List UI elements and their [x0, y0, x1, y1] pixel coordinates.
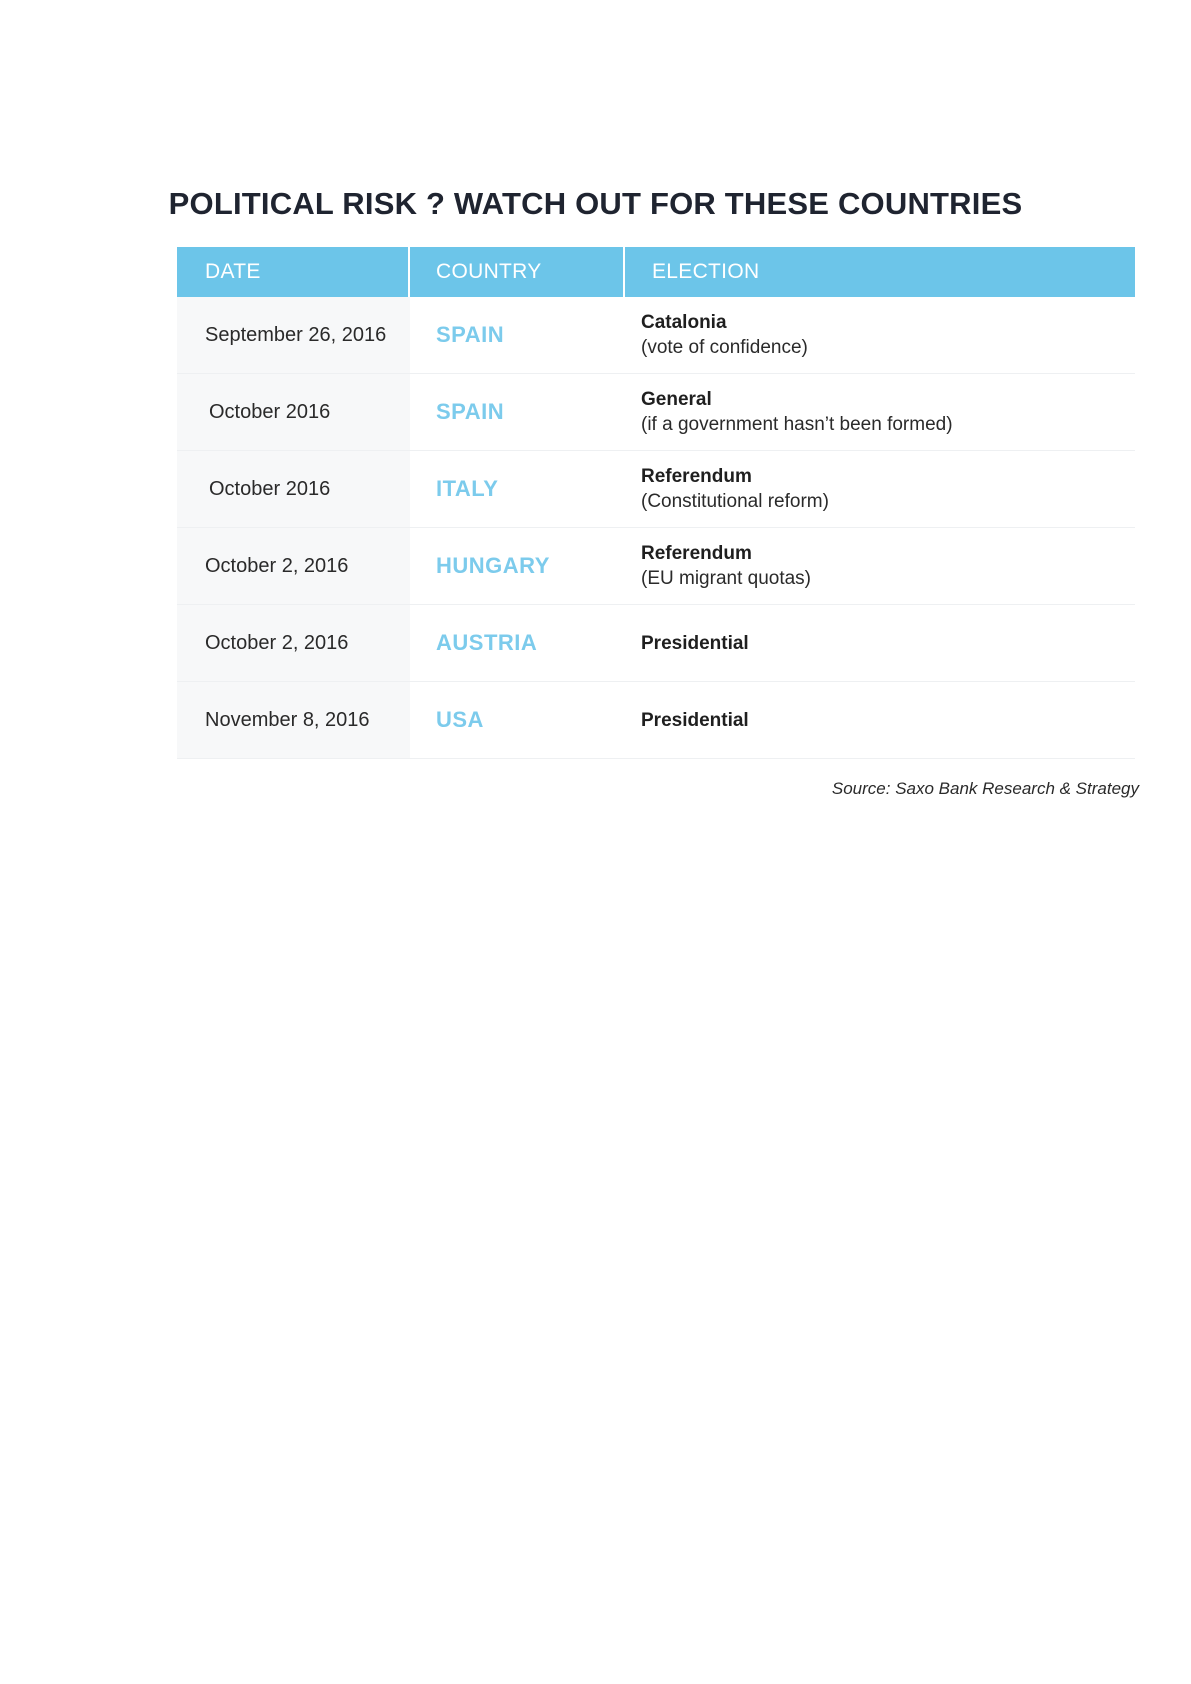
page-title: POLITICAL RISK ? WATCH OUT FOR THESE COUNTRIES: [168, 186, 1023, 221]
table-row: [177, 374, 1135, 451]
election-type: Referendum: [641, 543, 752, 564]
table-row: [177, 451, 1135, 528]
election-cell: [625, 605, 1135, 681]
country-cell: AUSTRIA: [436, 630, 538, 655]
election-detail: (EU migrant quotas): [641, 568, 812, 589]
election-detail: (vote of confidence): [641, 337, 808, 358]
table-header-row: [177, 247, 1135, 297]
election-cell: [625, 374, 1135, 450]
table-row: [177, 605, 1135, 682]
date-cell: October 2, 2016: [177, 528, 410, 604]
date-cell: October 2016: [177, 451, 410, 527]
election-cell: [625, 297, 1135, 373]
election-cell: [625, 528, 1135, 604]
country-cell: HUNGARY: [436, 553, 550, 578]
election-detail: (Constitutional reform): [641, 491, 829, 512]
date-cell: November 8, 2016: [177, 682, 410, 758]
election-cell: [625, 682, 1135, 758]
election-type: Catalonia: [641, 312, 727, 333]
election-type: General: [641, 389, 712, 410]
date-cell: October 2, 2016: [177, 605, 410, 681]
country-cell: USA: [436, 707, 484, 732]
country-cell: ITALY: [436, 476, 499, 501]
table-row: [177, 297, 1135, 374]
table-row: [177, 682, 1135, 759]
election-type: Presidential: [641, 709, 749, 731]
table-row: [177, 528, 1135, 605]
election-type: Presidential: [641, 632, 749, 654]
country-cell: SPAIN: [436, 399, 505, 424]
header-date: DATE: [177, 247, 410, 297]
election-detail: (if a government hasn’t been formed): [641, 414, 953, 435]
header-election: ELECTION: [652, 260, 760, 283]
date-cell: September 26, 2016: [177, 297, 410, 373]
country-cell: SPAIN: [436, 322, 505, 347]
date-cell: October 2016: [177, 374, 410, 450]
election-cell: [625, 451, 1135, 527]
election-type: Referendum: [641, 466, 752, 487]
elections-table: [177, 247, 1135, 759]
header-country: COUNTRY: [410, 247, 625, 297]
source-note: Source: Saxo Bank Research & Strategy: [831, 779, 1139, 798]
